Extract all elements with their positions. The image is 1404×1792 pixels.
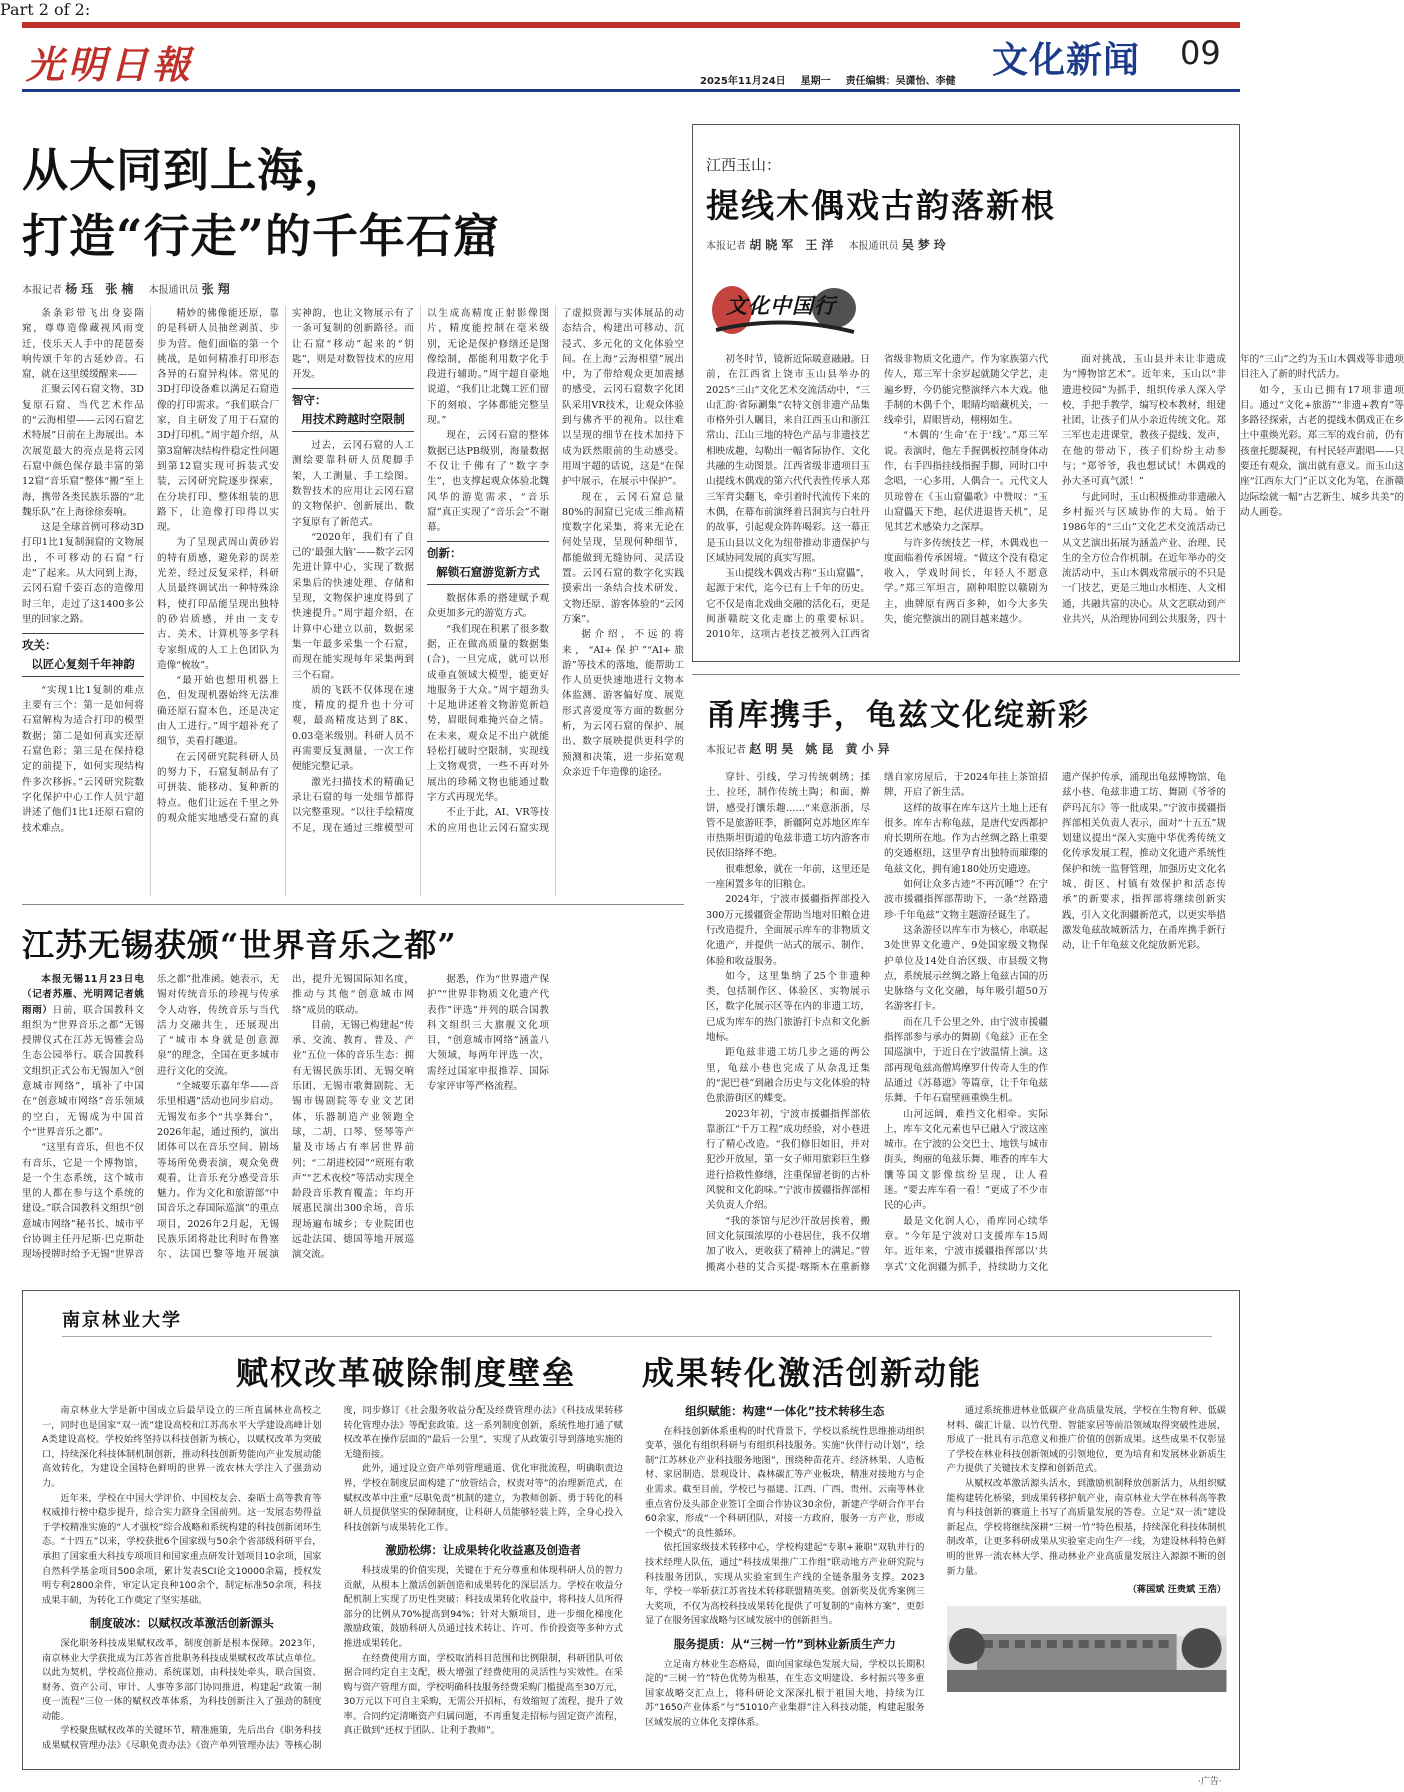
paragraph: 与许多传统技艺一样，木偶戏也一度面临着传承困境。“做这个没有稳定收入，学戏时间长，年轻人不愿意学。”郑三军坦言，剧种唱腔以赣剧为主，曲牌原有两百多种，如今大多失失，能完整演出的剧目越来越少。 (884, 537, 1048, 626)
article-nanjing-subhead-3: 组织赋能：构建“一体化”技术转移生态 (685, 1404, 885, 1418)
correspondent-label: 本报通讯员 (148, 285, 199, 296)
article-jiangxi-body (706, 352, 1404, 652)
page-number: 09 (1180, 34, 1221, 72)
reporters-names: 赵明昊 姚昆 黄小异 (749, 742, 894, 756)
paragraph: 如何让众多古迹“不再沉睡”？在宁波市援疆指挥部帮助下，一条“丝路遗珍·千年龟兹”文物主题游径诞生了。 (884, 879, 1048, 921)
article-xinjiang-title: 甬库携手，龟兹文化绽新彩 (706, 698, 1090, 733)
article-wuxi-rule (22, 904, 684, 905)
paragraph: 此外，通过设立资产单列管理通道、优化审批流程，明确职责边界，学校在制度层面构建了“放管结合，权责对等”的治理新范式，在赋权改革中注重“尽职免责”机制的建立，为教师创新、勇于转化的科研人员提供坚实的保障制度，让科研人员能够轻装上阵，全身心投入科技创新与成果转化工作。 (343, 1463, 623, 1533)
paragraph: 目前，无锡已构建起“传承、交流、教育、普及、产业”五位一体的音乐生态：拥有无锡民族乐团、无锡交响乐团、无锡市歌舞剧院、无锡市锡剧院等专业文艺团体，乐器制造产业领跑全球，二胡、口琴、竖琴等产量及市场占有率居世界前列；“二胡进校园”“班班有歌声”“艺术夜校”等活动实现全龄段音乐教育覆盖；年均开展惠民演出300余场，音乐现场遍布城乡；专业院团也远赴法国、德国等地开展巡演交流。 (292, 1019, 414, 1261)
paragraph: “2020年，我们有了自己的‘最强大脑’——数字云冈先进计算中心，实现了数据采集后的快速处理、存储和呈现，文物保护速度得到了快速提升。”周宇超介绍，在计算中心建立以前，数据采集一年最多采集一个石窟，而现在能实现每年采集两到三个石窟。 (292, 531, 414, 681)
paragraph: 玉山提线木偶戏古称“玉山窟儡”，起源于宋代，迄今已有上千年的历史。它不仅是南北戏曲交融的活化石，更是闽浙赣皖文化走廊上的重要标识。2010年，这项古老技艺被列入江西省省级非物质文化遗产。作为家族第六代传人，郑三军十余岁起就随父学艺，走遍乡野，今仍能完整演绎六本大戏。他手制的木偶千个，眼睛均暗藏机关，一线牵引，眉眼皆动，栩栩如生。 (706, 354, 1048, 641)
paragraph: 穿针、引线，学习传统刺绣；揉土、拉坯，制作传统土陶；和面、擀饼，感受打馕乐趣……“来意浙浙，尽管不是旅游旺季，新疆阿克苏地区库车市热斯坦街道的龟兹非遗工坊内游客市民依旧络绎不绝。 (706, 772, 870, 860)
article-wuxi-body (22, 972, 684, 1272)
reporters-names: 胡晓军 王洋 (749, 238, 838, 252)
paragraph: 如今，这里集纳了25个非遗种类，包括制作区、体验区、实物展示区，数字化展示区等在内的非遗工坊，已成为库车的热门旅游打卡点和文化新地标。 (706, 970, 870, 1044)
paragraph: “木偶的‘生命’在于‘线’。”郑三军说。表演时，他左手握偶板控制身体动作，右手四指挂线指握手脚，同时口中念唱，一心多用，人偶合一。元代文人贝琼曾在《玉山窟儡歌》中赞叹：“玉山窟儡天下绝，起伏进退皆天机”，足见其艺术感染力之深厚。 (884, 430, 1048, 534)
paragraph: 在云冈研究院科研人员的努力下，石窟复制品有了可拼装、能移动、复种新的特点。他们让远在千里之外的观众能实地感受石窟的真实神韵，也让文物展示有了一条可复制的创新路径。而让石窟“移动”起来的“钥匙”，则是对数智技术的应用开发。 (157, 308, 414, 824)
paragraph: 从赋权改革激活源头活水，到激励机制释放创新活力，从组织赋能构建转化桥梁，到成果转移护航产业，南京林业大学在林科高等教育与科技创新的赛道上书写了高质量发展的答卷。立足“双一流”建设新起点，学校将继续深耕“三树一竹”特色根基，持续深化科技体制机制改革，让更多科研成果从实验室走向生产一线，为建设林科特色鲜明的世界一流农林大学、推动林业产业高质量发展注入源源不断的创新力量。 (946, 1477, 1226, 1577)
paragraph: 这样的故事在库车这片土地上还有很多。库车古称龟兹，是唐代安西都护府长期所在地。作为古丝绸之路上重要的交通枢纽，这里孕育出独特而璀璨的龟兹文化，拥有逾180处历史遗迹。 (884, 802, 1048, 875)
correspondent-label: 本报通讯员 (848, 241, 899, 252)
article-datong-subhead-2 (292, 388, 414, 432)
masthead-date: 2025年11月24日 (700, 76, 786, 87)
masthead-paper-name: 光明日報 (26, 42, 195, 87)
paragraph: 科技成果的价值实现，关键在于充分尊重和体现科研人员的智力贡献，从根本上激活创新创造和成果转化的深层活力。学校在收益分配机制上实现了历史性突破：科技成果转化收益中，将科技人员所得部分的比例从70%提高到94%；针对大额项目，进一步细化梯度化激励政策，鼓励科研人员通过技术转让、许可、作价投资等多种方式推进成果转化。 (343, 1564, 623, 1649)
paragraph: 与此同时，玉山积极推动非遗融入乡村振兴与区域协作的大局。始于1986年的“三山”文化艺术交流活动已从文艺演出拓展为涵盖产业、治理、民生的全方位合作机制。在近年举办的交流活动中，玉山木偶戏常展示的不只是一门技艺，更是三地山水相连、人文相通，共融共富的决心。从文艺联动到产业共兴，从治理协同到公共服务，四十年的“三山”之约为玉山木偶戏等非遗项目注入了新的时代活力。 (1062, 354, 1404, 626)
paragraph: 立足南方林业生态格局，面向国家绿色发展大局，学校以长期积淀的“三树一竹”特色优势为根基，在生态文明建设、乡村振兴等多重国家战略交汇点上，将科研论文深深扎根于祖国大地，持续为江苏“1650产业体系”与“51010产业集群”注入科技动能，构建起服务区域发展的立体化支撑体系。 (645, 1658, 925, 1728)
article-wuxi-title: 江苏无锡获颁“世界音乐之都” (22, 926, 457, 964)
subhead-label: 智守： (292, 393, 327, 408)
paragraph: 距龟兹非遗工坊几步之遥的两公里，龟兹小巷也完成了从杂乱迁集的“泥巴巷”到融合历史与文化体验的特色旅游街区的蝶变。 (706, 1047, 870, 1105)
paragraph: 这是全球首例可移动3D打印1比1复制洞窟的文物展出，不可移动的石窟“行走”了起来。从大同到上海，云冈石窟千姿百态的造像用时三年，走过了这1400多公里的回家之路。 (22, 522, 144, 625)
paragraph: 南京林业大学是新中国成立后最早设立的三所直属林业高校之一，同时也是国家“双一流”建设高校和江苏高水平大学建设高峰计划A类建设高校。学校始终坚持以科技创新为核心，以赋权改革为突破口，持续深化科技体制机制创新，推动科技创新势能向产业发展动能高效转化，为建设全国特色鲜明的世界一流农林大学注入了强劲动力。 (42, 1405, 322, 1489)
reporters-label: 本报记者 (706, 745, 746, 756)
article-jiangxi-byline (706, 236, 958, 253)
paragraph: 近年来，学校在中国大学评价、中国校友会、泰晤士高等教育等权威排行榜中稳步提升，综合实力跻身全国前列。这一发展态势得益于学校精准实施的“人才强校”综合战略和系统构建的科技创新闭环生态。“十四五”以来，学校获批6个国家级与50余个省部级科研平台，承担了国家重大科技专项项目和国家重点研发计划项目10余项，国家自然科学基金项目500余项，累计发表SCI论文10000余篇，授权发明专利2800余件，审定认定良种100余个，制定标准50余项，科技成果丰硕，为转化工作奠定了坚实基础。 (42, 1492, 322, 1606)
campus-building-photo-icon (947, 1606, 1227, 1692)
masthead-editors: 责任编辑：吴潇怡、李健 (845, 76, 956, 87)
paragraph: 而在几千公里之外，由宁波市援疆指挥部参与承办的舞剧《龟兹》正在全国巡演中，于近日在宁波温情上演。这部再现龟兹高僧鸠摩罗什传奇人生的作品通过《苏幕遮》等篇章，让千年龟兹乐舞、千年石窟壁画重焕生机。 (884, 1016, 1048, 1105)
paragraph: 深化职务科技成果赋权改革，制度创新是根本保障。2023年，南京林业大学获批成为江苏省首批职务科技成果赋权改革试点单位。以此为契机，学校高位推动、系统谋划，由科技处牵头，联合国资、财务、资产公司、审计、人事等多部门协同推进，构建起“政策一制度一流程”三位一体的赋权改革体系，为科技创新注入了强劲的制度动能。 (42, 1637, 322, 1722)
paragraph: 很难想象，就在一年前，这里还是一座闲置多年的旧粮仓。 (706, 863, 870, 891)
correspondent-name: 张翔 (201, 282, 234, 296)
paragraph: 为了呈现武周山黄砂岩的特有质感，避免彩的误差光差，经过反复采样，科研人员最终调试出一种特殊涂料，使打印品能呈现出独特的砂岩质感，并由一支专古、美术、计算机等多学科专家组成的人工上色团队为造像“梳妆”。 (157, 537, 279, 671)
article-xinjiang-rule (692, 674, 1240, 675)
subhead-label: 攻关： (22, 638, 57, 653)
article-nanjing-ad-mark: ·广告· (1198, 1777, 1222, 1787)
section-title: 文化新闻 (992, 39, 1141, 81)
paragraph: 山河远阔，难挡文化相牵。实际上，库车文化元素也早已融入宁波这座城市。在宁波的公交巴士、地铁与城市街头，绚丽的龟兹乐舞、唯香的库车大馕等国文影像缤纷呈现，让人看迷。“要去库车看一看！”更成了不少市民的心声。 (884, 1108, 1048, 1212)
masthead-weekday: 星期一 (800, 76, 831, 87)
paragraph: 初冬时节，镜新近际暖意融融。日前，在江西省上饶市玉山县举办的2025“三山”文化艺术交流活动中，“三山汇韵·省际涮集”农特文创非遗产品集市格外引人瞩目，来自江西玉山和浙江常山、江山三地的特色产品与非遗技艺相映成趣，勾勒出一幅省际协作、文化共融的生动图景。江西省级非遗项目玉山提线木偶戏的第六代代表性传承人郑三军背尖翻飞，牵引着时代流传下来的木偶，在幕布前演绎着吕洞宾与白牡丹的故事，引起观众阵阵喝彩。这一幕正是玉山县以文化为纽带推动非遗保护与区域协同发展的真实写照。 (706, 354, 870, 564)
paragraph: 现在，云冈石窟总量80%的洞窟已完成三维高精度数字化采集，将来无论在何处呈现，呈现何种细节，都能做到无缝协同、灵活设置。云冈石窟的数字化实践摸索出一条结合技术研发、文物还原、游客体验的“云冈方案”。 (562, 491, 684, 625)
paragraph: 依托国家级技术转移中心，学校构建起“专职+兼职”双轨并行的技术经理人队伍，通过“科技成果推广工作组”联动地方产业研究院与科技服务团队，实现从实验室到生产线的全链条服务支撑。2023年，学校一举斩获江苏省技术转移联盟精英奖。创新奖及优秀案例三大奖项，不仅为高校科技成果转化提供了可复制的“南林方案”，更彰显了在服务国家战略与区域发展中的创新担当。 (645, 1542, 925, 1627)
paragraph: “最开始也想用机器上色，但发现机器始终无法准确还原石窟本色，还是决定由人工进行。”周宇超补充了细节，美看打趣道。 (157, 675, 279, 748)
paragraph: 不止于此，AI、VR等技术的应用也让云冈石窟实现了虚拟资源与实体展品的动态结合，构建出可移动、沉浸式、多元化的文化体验空间。在上海“云海相望”展出中，为了带给观众更加震撼的感受，云冈石窟数字化团队采用VR技术，让观众体验到与佛齐平的视角。以往难以呈现的细节在技术加持下成为跃然眼前的生动感受。用周宇超的话说，这是“在保护中展示，在展示中保护”。 (427, 308, 684, 834)
article-nanjing-title-right: 成果转化激活创新动能 (642, 1354, 983, 1392)
paragraph: “我们现在积累了很多数据，正在做高质量的数据集(合)，一旦完成，就可以形成垂直领域大模型，能更好地服务于大众。”周宇超劲头十足地讲述着文物游览新趋势，眉眼间难掩兴奋之情。在未来，观众足不出户就能轻松打破时空限制，实现线上文物观赏，一些不再对外展出的珍稀文物也能通过数字方式再现光华。 (427, 623, 549, 803)
paragraph: 质的飞跃不仅体现在速度，精度的提升也十分可观，最高精度达到了8K、0.03毫米级别。科研人员不再需要反复测量，一次工作便能完整记录。 (292, 684, 414, 773)
masthead-dateline (700, 72, 956, 87)
paragraph: 最是文化润人心，甬库同心续华章。“今年是宁波对口支援库车15周年。近年来，宁波市援疆指挥部以‘共享式’文化润疆为抓手，持续助力文化遗产保护传承，涌现出龟兹博物馆、龟兹小巷、龟兹非遗工坊、舞剧《爷爷的萨玛瓦尔》等一批成果。”宁波市援疆指挥部相关负责人表示，面对“十五五”规划建议提出“深入实施中华优秀传统文化传承发展工程，推动文化遗产系统性保护和统一监督管理，加强历史文化名城、街区、村镇有效保护和活态传承”的新要求，指挥部将继续创新实践，引入文化润疆新范式，以更实举措激发龟兹故城新活力，在甬库携手新行动，让千年龟兹文化绽放新光彩。 (884, 772, 1226, 1273)
paragraph: 2023年初，宁波市援疆指挥部依靠浙江“千万工程”成功经验，对小巷进行了精心改造。“我们修旧如旧，并对犯沙开放屋，第一女子师用旅彩巨生修进行拾救性修缮，注重保留老街的古朴风貌和文化韵味。”宁波市援疆指挥部相关负责人介绍。 (706, 1108, 870, 1212)
paragraph: 在科技创新体系重构的时代背景下，学校以系统性思维推动组织变革，强化有组织科研与有组织科技服务。实施“伙伴行动计划”，绘制“江苏林业产业科技服务地图”，围绕种苗花卉、经济林果、人造板材、家居制造、景观设计、森林碳汇等产业板块，精准对接地方与企业需求。截至目前，学校已与福建、江西、广西、贵州、云南等林业重点省份及头部企业签订全面合作协议30余份，新建产学研合作平台60余家，形成“一个科研团队，对接一方政府，服务一方产业，形成一个模式”的良性循环。 (645, 1425, 925, 1539)
paragraph: 据悉，作为“世界遗产保护”“世界非物质文化遗产代表作”评选”并列的联合国教科文组织三大旗舰文化项目，“创意城市网络”涵盖八大领域，每两年评选一次，需经过国家申报推荐、国际专家评审等严格流程。 (427, 974, 549, 1093)
article-datong-subhead-1 (22, 633, 144, 677)
paragraph: 面对挑战，玉山县并未让非遗成为“博物馆艺术”。近年来，玉山以“非遗进校园”为抓手，组织传承人深入学校，手把手教学，编写校本教材，组建社团，让孩子们从小亲近传统文化。郑三军也走进课堂，教孩子提线、发声，在他的带动下，孩子们纷纷主动参与；“郑爷爷，我也想试试！木偶戏的孙大圣可真气派！” (1062, 354, 1226, 488)
article-wuxi-lead-text: 日前，联合国教科文组织为“世界音乐之都”无锡授牌仪式在江苏无锡雅会岛生态公园举行。联合国教科文组织正式公布无锡加入“创意城市网络”，填补了中国在“创意城市网络”音乐领域的空白，无锡成为中国首个“世界音乐之都”。 (22, 1004, 144, 1138)
article-nanjing-body (42, 1404, 1226, 1758)
reporters-names: 杨珏 张楠 (65, 282, 138, 296)
article-xinjiang-byline (706, 740, 902, 757)
article-nanjing-subhead-4: 服务提质：从“三树一竹”到林业新质生产力 (673, 1636, 896, 1651)
paragraph: 汇聚云冈石窟文物、3D复原石窟、当代艺术作品的“云海相望——云冈石窟艺术特展”日前在上海展出。本次展览最大的亮点是将云冈石窟中颜色保存最丰富的第12窟“音乐窟”整体“搬”至上海，携带各类民族乐器的“北魏乐队”在上海徐徐奏响。 (22, 384, 144, 518)
article-datong-title-line2: 打造“行走”的千年石窟 (22, 209, 500, 263)
article-wuxi-lead: 本报无锡11月23日电（记者苏雁、光明网记者姚雨雨） (22, 974, 144, 1016)
paragraph: 激光扫描技术的精确记录让石窟的每一处细节都得以完整重现。“以往手绘精度不足，现在通过三维模型可以生成高精度正射影像图片，精度能控制在毫米级别，无论是保护修缮还是图像绘制，都能利用数字化手段进行辅助。”周宇超自豪地说道，“我们让北魏工匠们留下的刻痕、字体都能完整呈现。” (292, 308, 549, 834)
masthead-top-rule (22, 22, 1240, 28)
masthead-bottom-rule (22, 89, 1240, 92)
article-nanjing-title-rule (62, 1336, 1212, 1337)
subhead-title: 用技术跨越时空限制 (301, 411, 405, 426)
paragraph: “全城要乐嘉年华——音乐里相遇”活动也同步启动。无锡发布多个“共享舞台”，2026年起，通过预约，演出团体可以在音乐空间、剧场等场所免费表演，观众免费观看，让音乐充分感受音乐魅力。作为文化和旅游部“中国音乐之春国际巡演”的重点项目，2026年2月起，无锡民族乐团将赴比利时布鲁塞尔、法国巴黎等地开展演出，提升无锡国际知名度，推动与其他“创意城市网络”成员的联动。 (157, 974, 414, 1261)
paragraph: 条条彩带飞出身姿隋窕，尊尊造像藏视风雨变迁，伎乐天人手中的琵琶奏响传颂千年的古延妙音。石窟，就在这里缓缓醒来—— (22, 308, 144, 381)
article-nanjing-subhead-2: 激励松绑：让成果转化收益惠及创造者 (385, 1543, 581, 1558)
paragraph: 学校聚焦赋权改革的关键环节，精准施策，先后出台《职务科技成果赋权管理办法》《尽职免责办法》《资产单列管理办法》等核心制度，同步修订《社会服务收益分配及经费管理办法》《科技成果转移转化管理办法》等配套政策。这一系列制度创新，系统性地打通了赋权改革在操作层面的“最后一公里”，实现了从政策引导到落地实施的无缝衔接。 (42, 1405, 623, 1752)
paragraph: 这条游径以库车市为核心，串联起3处世界文化遗产、9处国家级文物保护单位及14处自治区级、市县级文物点，系统展示丝绸之路上龟兹古国的历史脉络与文化交融，每年吸引超50万名游客打卡。 (884, 924, 1048, 1013)
paragraph: 据介绍，不远的将来，“AI+保护”“AI+旅游”等技术的落地，能帮助工作人员更快速地进行文物本体监测、游客偏好度、展览形式喜爱度等方面的数据分析，为云冈石窟的保护、展出、数字展映提供更科学的预测和决策，进一步拓宽观众亲近千年造像的途径。 (562, 629, 684, 778)
subhead-label: 创新： (427, 546, 462, 561)
article-nanjing-title-left: 赋权改革破除制度壁垒 (236, 1354, 577, 1392)
article-datong-subhead-3 (427, 541, 549, 585)
article-nanjing-credit: （蒋国斌 汪贵斌 王浩） (1127, 1584, 1226, 1596)
article-nanjing-institution: 南京林业大学 (62, 1310, 182, 1331)
paragraph: “我的茶馆与尼沙汗故居挨着，搬回文化氛围浓厚的小巷居住，我不仅增加了收入，更收获了精神上的满足。”曾搬离小巷的艾合买提·喀斯木在重新修缮自家房屋后，于2024年挂上茶馆招牌，开启了新生活。 (706, 772, 1048, 1273)
article-nanjing-subhead-1: 制度破冰：以赋权改革激活创新源头 (89, 1616, 274, 1631)
paragraph: 现在，云冈石窟的整体数据已达PB级别，海量数据不仅让千佛有了“数字李生”，也支撑起观众体验北魏风华的游览需求，“音乐窟”真正实现了“音乐会”不谢幕。 (427, 430, 549, 534)
subhead-title: 解锁石窟游览新方式 (436, 564, 540, 579)
paragraph: “实现1比1复制的难点主要有三个：第一是如何将石窟解构为适合打印的模型数据；第二是如何真实还原石窟色彩；第三是在保持稳定的前提下，如何实现结构件多次移拆。”云冈研究院数字化保护中心工作人员宁超讲述了他们1比1还原石窟的技术难点。 (22, 684, 144, 834)
paragraph: 数据体系的搭建赋予观众更加多元的游览方式。 (427, 593, 549, 620)
paragraph: 通过系统推进林业低碳产业高质量发展，学校在生物育种、低碳材料、碳汇计量、以竹代塑、智能家居等前沿领域取得突破性进展，形成了一批具有示范意义和推广价值的创新成果。这些成果不仅彰显了学校在林业科技创新领域的引领地位，更为培育和发展林业新质生产力提供了关键技术支撑和创新范式。 (946, 1405, 1226, 1475)
correspondent-name: 吴梦玲 (901, 238, 950, 252)
paragraph: 精妙的佛像能还原，靠的是科研人员抽丝剥茧、步步为营。他们面临的第一个挑战，是如何精准打印形态各异的石窟异构体。常见的3D打印设备难以满足石窟造像的打印需求。“我们联合厂家，自主研发了用于石窟的3D打印机。”周宇超介绍，从第3窟解决结构件稳定性问题到第12窟实现可拆装式安装，云冈研究院逐步探索，在分块打印、整体组装的思路下，让造像打印得以实现。 (157, 308, 279, 534)
paragraph (22, 972, 144, 1140)
article-jiangxi-kicker: 江西玉山： (706, 156, 782, 174)
article-jiangxi-title: 提线木偶戏古韵落新根 (706, 186, 1056, 225)
paragraph: 过去，云冈石窟的人工测绘要靠科研人员爬脚手架，人工测量、手工绘图。数智技术的应用让云冈石窟的文物保护、创新展出、数字复原有了新范式。 (292, 440, 414, 528)
article-datong-title-line1: 从大同到上海， (22, 143, 351, 197)
article-datong-body (22, 306, 684, 896)
reporters-label: 本报记者 (22, 285, 62, 296)
paragraph: 在经费使用方面，学校取消科目范围和比例限制，科研团队可依据合同约定自主支配，极大增强了经费使用的灵活性与实效性。在采购与资产管理方面，学校明确科技服务经费采购门槛提高至30万元，30万元以下可自主采购，无需公开招标，有效缩短了流程，提升了效率。合同约定清晰资产归属问题，不再重复走招标与固定资产流程，真正做到“还权于团队、让利于教师”。 (343, 1652, 623, 1737)
paragraph: “这里有音乐，但也不仅有音乐，它是一个博物馆，是一个生态系统，这个城市里的人都在参与这个系统的建设。”联合国教科文组织“创意城市网络”秘书长、城市平台协调主任丹尼斯·巴克斯赴现场授牌时给予无锡“世界音乐之都”批准函。她表示，无锡对传统音乐的珍视与传承令人动容，传统音乐与当代活力交融共生，还展现出了“城市本身就是创意源泉”的理念，全国在更多城市进行文化的交流。 (22, 974, 279, 1261)
article-datong-byline (22, 280, 242, 297)
reporters-label: 本报记者 (706, 241, 746, 252)
paragraph: 如今，玉山已拥有17项非遗项目。通过“文化+旅游”“非遗+教育”等多路径探索，古老的提线木偶戏正在乡土中重焕光彩。郑三军的戏台前，仍有孩童托腮凝视，有村民轻声跟唱——只要还有观众，演出就有意义。而玉山这座“江西东大门”正以文化为笔，在浙赣边际绘就一幅“古艺新生、城乡共美”的动人画卷。 (1240, 384, 1404, 518)
article-xinjiang-body (706, 770, 1226, 1280)
culture-china-tour-logo-text: 文化中国行 (726, 293, 836, 318)
paragraph: 2024年，宁波市援疆指挥部投入300万元援疆资金帮助当地对旧粮仓进行改造提升，全面展示库车的非物质文化遗产，并提供一站式的展示、制作、体验和收益服务。 (706, 894, 870, 967)
subhead-title: 以匠心复刻千年神韵 (31, 656, 135, 671)
